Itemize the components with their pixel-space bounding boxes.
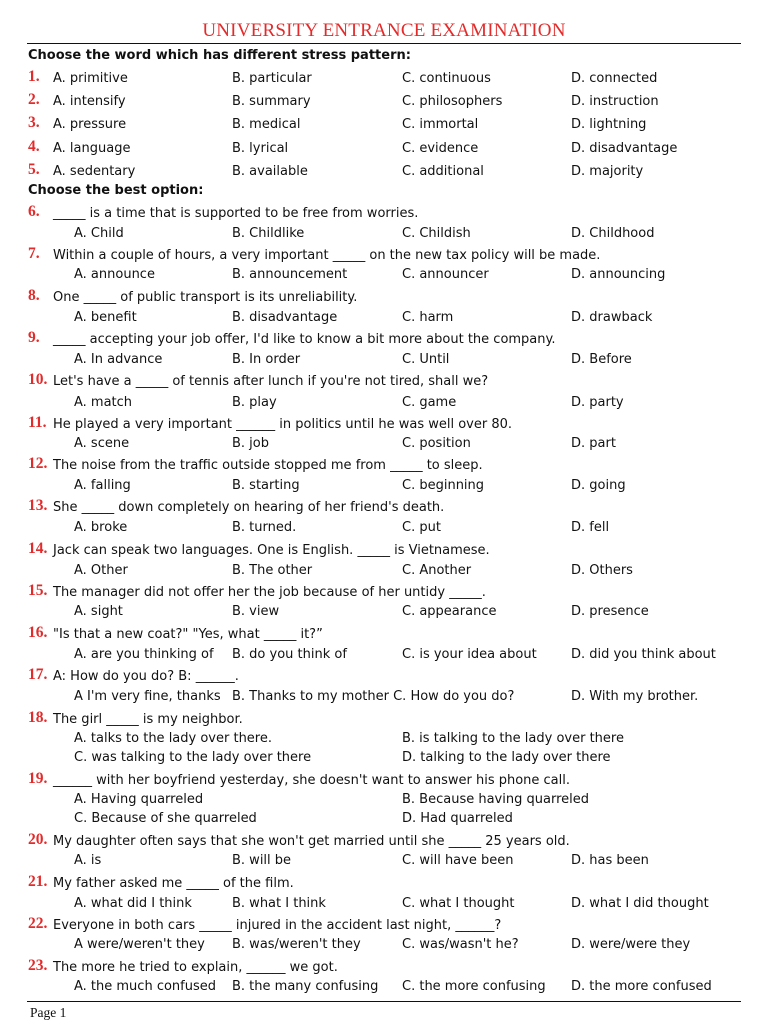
option-a: A. scene bbox=[74, 436, 130, 451]
question-text: The noise from the traffic outside stopped me from _____ to sleep. bbox=[53, 458, 483, 473]
option-a: A. sedentary bbox=[53, 164, 136, 179]
option-c: C. game bbox=[402, 395, 457, 410]
question-stem bbox=[0, 770, 768, 793]
option-b: B. starting bbox=[232, 478, 300, 493]
option-b: B. announcement bbox=[232, 267, 348, 282]
option-d: D. Before bbox=[571, 352, 632, 367]
option-d: D. has been bbox=[571, 853, 649, 868]
option-a: A. Child bbox=[74, 226, 124, 241]
question-text: "Is that a new coat?" "Yes, what _____ it?” bbox=[53, 627, 323, 642]
question-number: 22. bbox=[28, 915, 48, 932]
question-text: Everyone in both cars _____ injured in the accident last night, ______? bbox=[53, 918, 502, 933]
option-a: A. is bbox=[74, 853, 102, 868]
question-options bbox=[0, 792, 768, 812]
question-options bbox=[0, 563, 768, 583]
option-a: A. announce bbox=[74, 267, 155, 282]
question-stem bbox=[0, 329, 768, 352]
question-text: She _____ down completely on hearing of her friend's death. bbox=[53, 500, 445, 515]
option-a: A. the much confused bbox=[74, 979, 216, 994]
option-d: D. talking to the lady over there bbox=[402, 750, 611, 765]
option-c: C. will have been bbox=[402, 853, 514, 868]
question-number: 23. bbox=[28, 957, 48, 974]
question-number: 18. bbox=[28, 709, 48, 726]
option-a: A. primitive bbox=[53, 71, 128, 86]
option-c: C. the more confusing bbox=[402, 979, 546, 994]
option-b: B. The other bbox=[232, 563, 313, 578]
option-a: A. match bbox=[74, 395, 133, 410]
question-stem bbox=[0, 873, 768, 896]
option-b: B. turned. bbox=[232, 520, 297, 535]
option-a: A. Having quarreled bbox=[74, 792, 204, 807]
question-number: 8. bbox=[28, 287, 40, 304]
question-options bbox=[0, 520, 768, 540]
option-a: A. benefit bbox=[74, 310, 137, 325]
option-b: B. is talking to the lady over there bbox=[402, 731, 624, 746]
option-d: D. Had quarreled bbox=[402, 811, 513, 826]
item-number: 4. bbox=[28, 138, 40, 155]
question-options bbox=[0, 979, 768, 999]
stress-item bbox=[0, 114, 768, 137]
question-options bbox=[0, 689, 768, 709]
option-d: D. presence bbox=[571, 604, 649, 619]
option-b: B. the many confusing bbox=[232, 979, 379, 994]
question-options bbox=[0, 310, 768, 330]
option-c: C. position bbox=[402, 436, 471, 451]
question-text: _____ is a time that is supported to be free from worries. bbox=[53, 206, 419, 221]
question-text: Let's have a _____ of tennis after lunch if you're not tired, shall we? bbox=[53, 374, 489, 389]
question-text: My daughter often says that she won't get married until she _____ 25 years old. bbox=[53, 834, 570, 849]
question-stem bbox=[0, 831, 768, 854]
section-heading-best-option: Choose the best option: bbox=[28, 183, 204, 198]
option-a: A. sight bbox=[74, 604, 123, 619]
option-c: C. what I thought bbox=[402, 896, 515, 911]
option-d: D. announcing bbox=[571, 267, 666, 282]
question-text: One _____ of public transport is its unreliability. bbox=[53, 290, 358, 305]
option-b: B. summary bbox=[232, 94, 311, 109]
option-a: A. pressure bbox=[53, 117, 127, 132]
title-divider bbox=[27, 43, 741, 44]
question-text: He played a very important ______ in politics until he was well over 80. bbox=[53, 417, 513, 432]
question-options bbox=[0, 267, 768, 287]
question-number: 10. bbox=[28, 371, 48, 388]
question-stem bbox=[0, 666, 768, 689]
question-number: 9. bbox=[28, 329, 40, 346]
item-number: 3. bbox=[28, 114, 40, 131]
question-stem bbox=[0, 287, 768, 310]
question-text: Within a couple of hours, a very important _____ on the new tax policy will be made. bbox=[53, 248, 601, 263]
option-b: B. available bbox=[232, 164, 308, 179]
option-c: C. was talking to the lady over there bbox=[74, 750, 312, 765]
option-a: A I'm very fine, thanks bbox=[74, 689, 221, 704]
question-number: 12. bbox=[28, 455, 48, 472]
option-d: D. disadvantage bbox=[571, 141, 678, 156]
option-c: C. additional bbox=[402, 164, 484, 179]
question-stem bbox=[0, 455, 768, 478]
option-a: A. are you thinking of bbox=[74, 647, 214, 662]
question-options bbox=[0, 436, 768, 456]
question-options bbox=[0, 731, 768, 751]
question-text: The manager did not offer her the job because of her untidy _____. bbox=[53, 585, 486, 600]
question-options bbox=[0, 478, 768, 498]
question-options bbox=[0, 647, 768, 667]
option-b: B. lyrical bbox=[232, 141, 289, 156]
stress-item bbox=[0, 68, 768, 91]
question-text: Jack can speak two languages. One is English. _____ is Vietnamese. bbox=[53, 543, 490, 558]
option-c: C. immortal bbox=[402, 117, 479, 132]
option-b: B. job bbox=[232, 436, 270, 451]
option-c: C. Until bbox=[402, 352, 450, 367]
option-a: A. language bbox=[53, 141, 131, 156]
option-b: B. what I think bbox=[232, 896, 326, 911]
question-number: 19. bbox=[28, 770, 48, 787]
option-c: C. continuous bbox=[402, 71, 491, 86]
question-number: 17. bbox=[28, 666, 48, 683]
question-stem bbox=[0, 957, 768, 980]
question-options bbox=[0, 853, 768, 873]
question-text: The more he tried to explain, ______ we got. bbox=[53, 960, 338, 975]
question-options bbox=[0, 896, 768, 916]
option-a: A. broke bbox=[74, 520, 128, 535]
question-number: 20. bbox=[28, 831, 48, 848]
question-options bbox=[0, 750, 768, 770]
option-c: C. put bbox=[402, 520, 441, 535]
option-a: A. falling bbox=[74, 478, 131, 493]
option-a: A. talks to the lady over there. bbox=[74, 731, 272, 746]
question-options bbox=[0, 352, 768, 372]
option-d: D. the more confused bbox=[571, 979, 712, 994]
option-b: B. disadvantage bbox=[232, 310, 338, 325]
option-d: D. Childhood bbox=[571, 226, 655, 241]
question-stem bbox=[0, 371, 768, 394]
question-number: 6. bbox=[28, 203, 40, 220]
option-c: C. philosophers bbox=[402, 94, 503, 109]
option-d: D. lightning bbox=[571, 117, 647, 132]
exam-title: UNIVERSITY ENTRANCE EXAMINATION bbox=[202, 20, 566, 41]
question-stem bbox=[0, 709, 768, 732]
option-d: D. instruction bbox=[571, 94, 659, 109]
option-d: D. did you think about bbox=[571, 647, 716, 662]
option-b-and-c: B. Thanks to my mother C. How do you do? bbox=[232, 689, 515, 704]
option-d: D. connected bbox=[571, 71, 658, 86]
option-d: D. majority bbox=[571, 164, 644, 179]
option-c: C. was/wasn't he? bbox=[402, 937, 519, 952]
option-d: D. drawback bbox=[571, 310, 653, 325]
option-b: B. will be bbox=[232, 853, 292, 868]
option-c: C. evidence bbox=[402, 141, 479, 156]
option-c: C. Another bbox=[402, 563, 472, 578]
option-d: D. Others bbox=[571, 563, 633, 578]
question-options bbox=[0, 604, 768, 624]
question-options bbox=[0, 937, 768, 957]
question-text: A: How do you do? B: ______. bbox=[53, 669, 239, 684]
question-number: 11. bbox=[28, 414, 47, 431]
option-c: C. appearance bbox=[402, 604, 497, 619]
option-d: D. going bbox=[571, 478, 626, 493]
question-stem bbox=[0, 497, 768, 520]
stress-item bbox=[0, 161, 768, 184]
question-stem bbox=[0, 203, 768, 226]
option-b: B. view bbox=[232, 604, 280, 619]
question-number: 21. bbox=[28, 873, 48, 890]
option-d: D. party bbox=[571, 395, 624, 410]
question-stem bbox=[0, 540, 768, 563]
question-options bbox=[0, 226, 768, 246]
option-b: B. particular bbox=[232, 71, 312, 86]
option-b: B. was/weren't they bbox=[232, 937, 361, 952]
option-a: A. intensify bbox=[53, 94, 126, 109]
question-stem bbox=[0, 245, 768, 268]
section-heading-stress: Choose the word which has different stress pattern: bbox=[28, 48, 411, 63]
option-c: C. is your idea about bbox=[402, 647, 537, 662]
footer-divider bbox=[27, 1001, 741, 1002]
question-number: 15. bbox=[28, 582, 48, 599]
option-b: B. Because having quarreled bbox=[402, 792, 589, 807]
stress-item bbox=[0, 91, 768, 114]
option-d: D. With my brother. bbox=[571, 689, 699, 704]
item-number: 1. bbox=[28, 68, 40, 85]
option-d: D. fell bbox=[571, 520, 610, 535]
question-text: My father asked me _____ of the film. bbox=[53, 876, 294, 891]
question-number: 16. bbox=[28, 624, 48, 641]
option-b: B. medical bbox=[232, 117, 301, 132]
question-number: 13. bbox=[28, 497, 48, 514]
question-text: _____ accepting your job offer, I'd like to know a bit more about the company. bbox=[53, 332, 556, 347]
question-stem bbox=[0, 582, 768, 605]
question-number: 7. bbox=[28, 245, 40, 262]
option-c: C. Because of she quarreled bbox=[74, 811, 257, 826]
question-stem bbox=[0, 624, 768, 647]
question-text: The girl _____ is my neighbor. bbox=[53, 712, 243, 727]
item-number: 5. bbox=[28, 161, 40, 178]
option-b: B. play bbox=[232, 395, 277, 410]
option-a: A. what did I think bbox=[74, 896, 192, 911]
option-a: A. Other bbox=[74, 563, 128, 578]
option-d: D. part bbox=[571, 436, 616, 451]
question-stem bbox=[0, 414, 768, 437]
question-text: ______ with her boyfriend yesterday, she doesn't want to answer his phone call. bbox=[53, 773, 571, 788]
option-b: B. In order bbox=[232, 352, 301, 367]
question-options bbox=[0, 811, 768, 831]
question-stem bbox=[0, 915, 768, 938]
option-c: C. harm bbox=[402, 310, 454, 325]
option-c: C. announcer bbox=[402, 267, 489, 282]
page-number: Page 1 bbox=[30, 1005, 67, 1020]
option-c: C. Childish bbox=[402, 226, 471, 241]
option-d: D. what I did thought bbox=[571, 896, 709, 911]
option-a: A were/weren't they bbox=[74, 937, 205, 952]
option-a: A. In advance bbox=[74, 352, 163, 367]
option-d: D. were/were they bbox=[571, 937, 691, 952]
option-b: B. do you think of bbox=[232, 647, 347, 662]
stress-item bbox=[0, 138, 768, 161]
question-number: 14. bbox=[28, 540, 48, 557]
option-c: C. beginning bbox=[402, 478, 485, 493]
option-b: B. Childlike bbox=[232, 226, 305, 241]
item-number: 2. bbox=[28, 91, 40, 108]
question-options bbox=[0, 395, 768, 415]
